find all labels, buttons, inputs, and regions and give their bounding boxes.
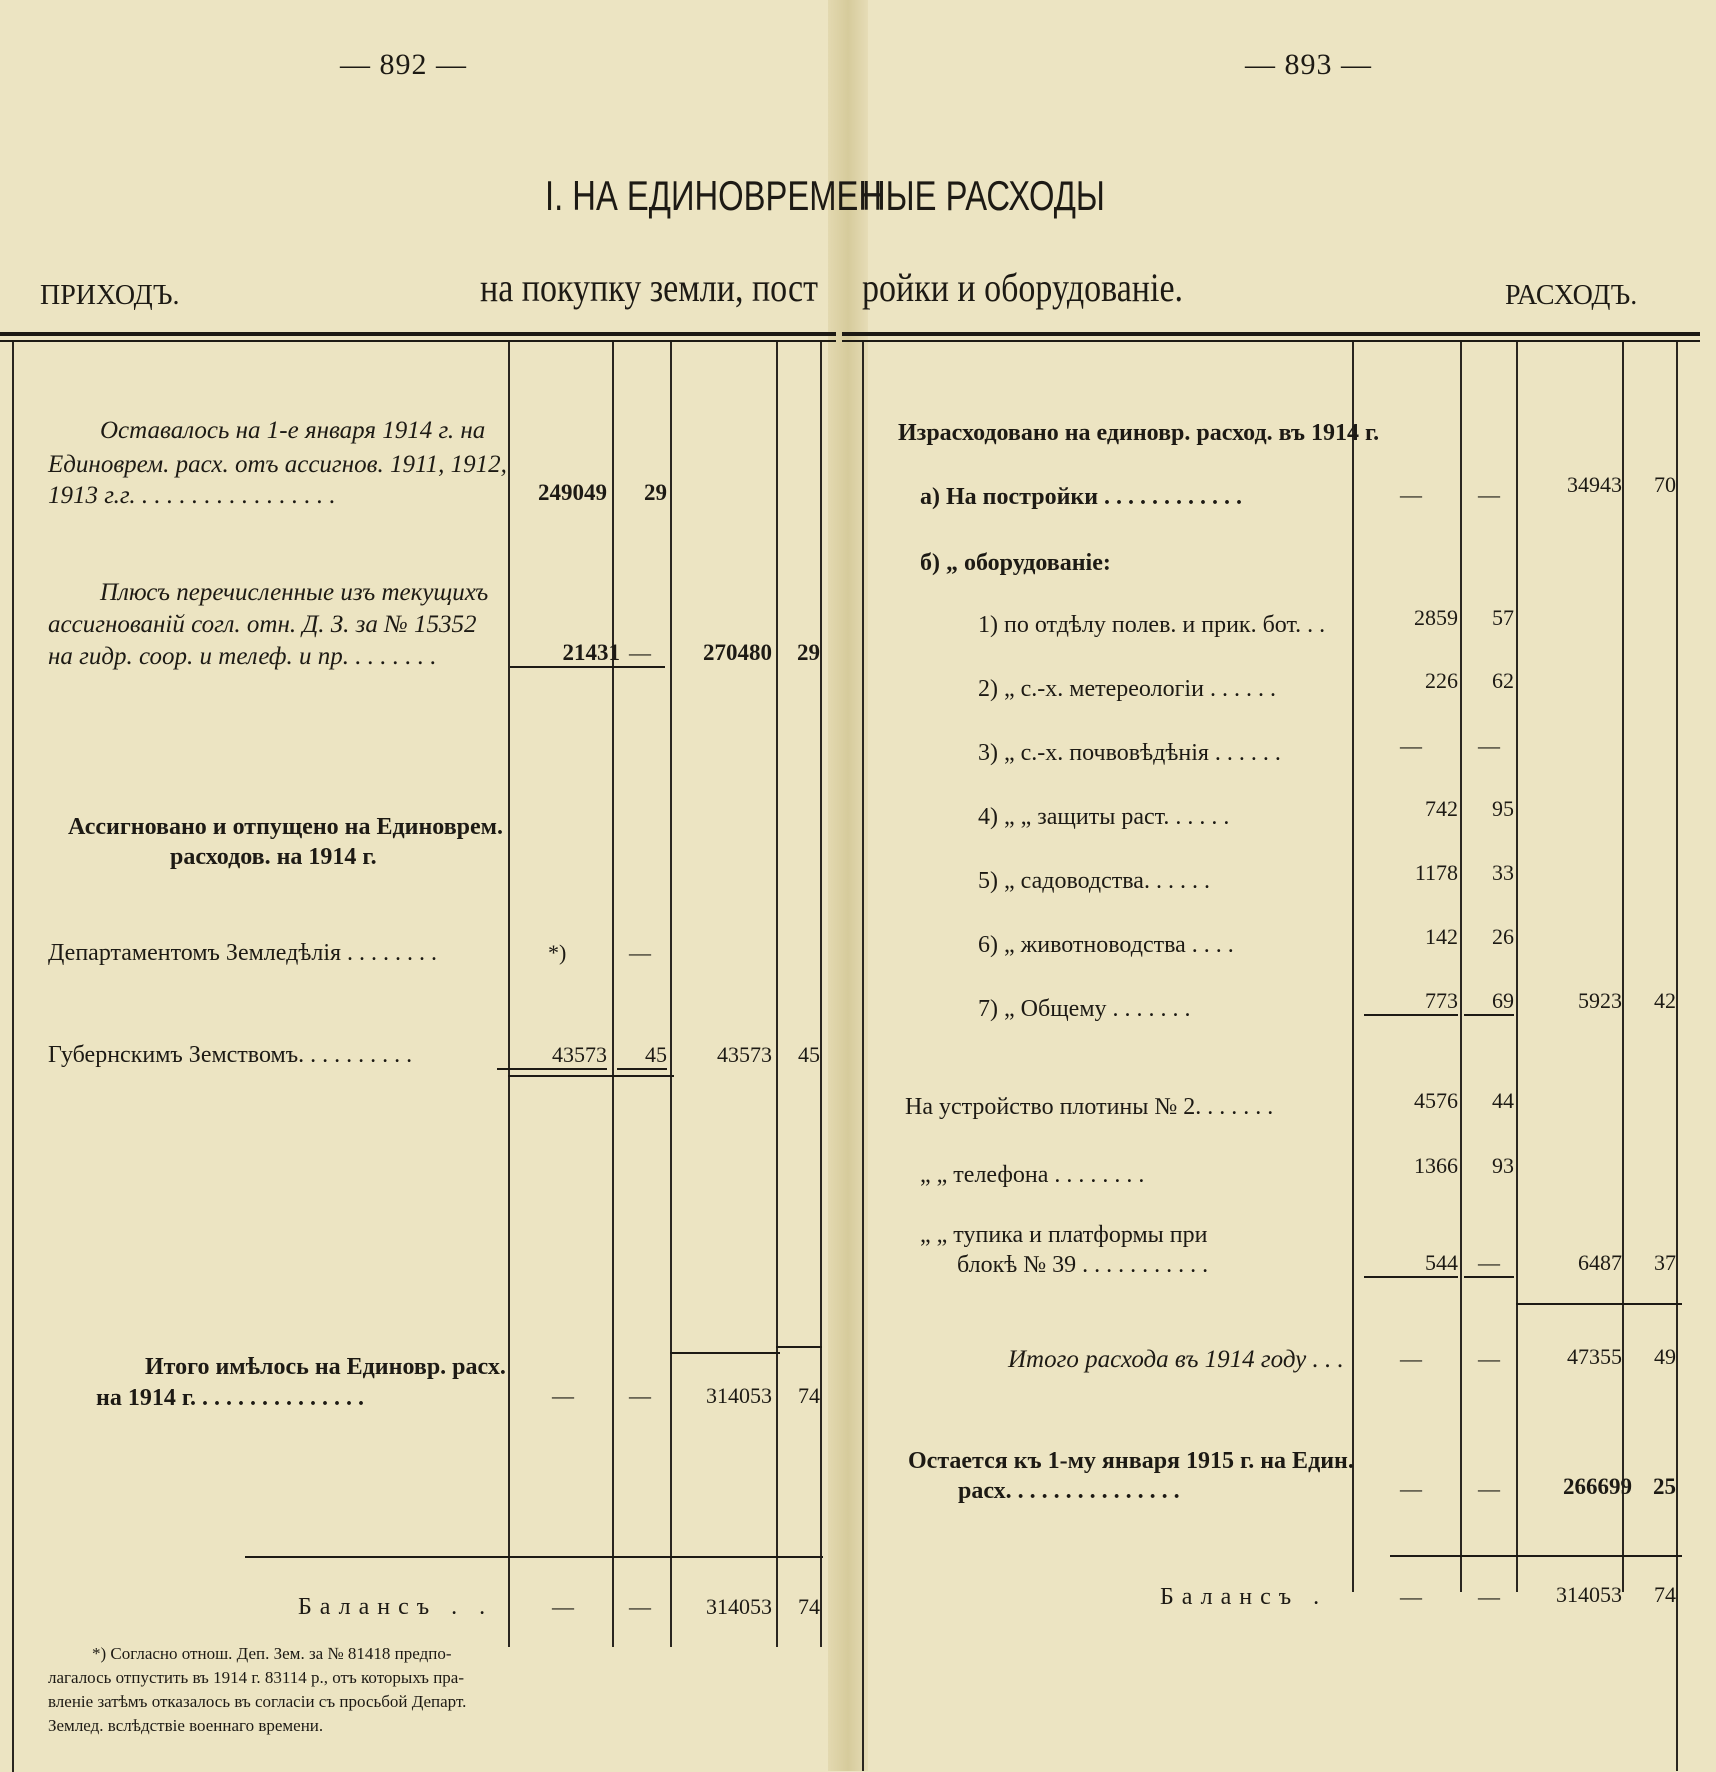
income-remainder-kopecks: 29	[644, 480, 667, 505]
income-total-line1: Итого имѣлось на Единовр. расх.	[145, 1354, 506, 1380]
footnote-line4: Землед. вслѣдствіе военнаго времени.	[48, 1716, 324, 1735]
expense-other-sum-rubles: 6487	[1578, 1250, 1622, 1275]
col-line	[1516, 342, 1518, 1592]
section-subtitle-left: на покупку земли, пост	[480, 265, 818, 310]
expense-remainder-kopecks: 25	[1653, 1474, 1676, 1499]
expense-balance-rubles: 314053	[1556, 1582, 1622, 1607]
expense-buildings-rubles: 34943	[1567, 472, 1622, 497]
expense-siding-line1: „ „ тупика и платформы при	[920, 1222, 1208, 1248]
income-total-col2: —	[629, 1383, 651, 1408]
income-balance-rubles: 314053	[706, 1594, 772, 1619]
expense-remainder-rubles: 266699	[1563, 1474, 1632, 1499]
expense-buildings-col2: —	[1478, 482, 1500, 507]
col-line	[820, 342, 822, 1647]
income-dept-kopecks: —	[629, 940, 651, 965]
income-balance-col2: —	[629, 1594, 651, 1619]
expense-equipment: б) „ оборудованіе:	[920, 550, 1111, 576]
expense-balance-kopecks: 74	[1654, 1582, 1676, 1607]
income-subtotal-kopecks: 29	[797, 640, 820, 665]
rule	[508, 1075, 674, 1077]
expense-item-6: 6) „ животноводства . . . .	[978, 932, 1234, 958]
income-plus-line2: ассигнованій согл. отн. Д. З. за № 15352	[48, 611, 477, 638]
income-remainder-line3: 1913 г.г. . . . . . . . . . . . . . . . .	[48, 482, 336, 509]
expense-item-3: 3) „ с.-х. почвовѣдѣнія . . . . . .	[978, 740, 1281, 766]
expense-dam-kopecks: 44	[1492, 1088, 1514, 1113]
page-number-left: — 892 —	[340, 48, 467, 81]
expense-item-1: 1) по отдѣлу полев. и прик. бот. . .	[978, 612, 1326, 638]
income-label: ПРИХОДЪ.	[40, 280, 180, 311]
expense-telephone-rubles: 1366	[1414, 1153, 1458, 1178]
expense-remainder-col2: —	[1478, 1476, 1500, 1501]
col-line	[862, 342, 864, 1771]
rule	[670, 1352, 780, 1354]
expense-balance-col1: —	[1400, 1584, 1422, 1609]
top-rule-left-thin	[0, 340, 836, 342]
income-zemstvo-sum-kopecks: 45	[798, 1042, 820, 1067]
income-zemstvo-kopecks: 45	[617, 1042, 667, 1070]
expense-siding-line2: блокѣ № 39 . . . . . . . . . . .	[957, 1252, 1209, 1278]
expense-item-2-rubles: 226	[1425, 668, 1458, 693]
expense-equipment-sum-rubles: 5923	[1578, 988, 1622, 1013]
section-subtitle-right: ройки и оборудованіе.	[862, 265, 1184, 310]
expense-buildings: а) На постройки . . . . . . . . . . . .	[920, 484, 1243, 510]
income-total-line2: на 1914 г. . . . . . . . . . . . . . .	[96, 1385, 365, 1411]
expense-item-7-rubles: 773	[1364, 988, 1458, 1016]
expense-item-1-rubles: 2859	[1414, 605, 1458, 630]
income-assigned-line1: Ассигновано и отпущено на Единоврем.	[68, 814, 503, 840]
col-line	[776, 342, 778, 1647]
expense-remainder-line2: расх. . . . . . . . . . . . . . .	[958, 1478, 1180, 1504]
expense-total-kopecks: 49	[1654, 1344, 1676, 1369]
income-remainder-line1: Оставалось на 1-е января 1914 г. на	[100, 417, 486, 444]
expense-dam: На устройство плотины № 2. . . . . . .	[905, 1094, 1274, 1120]
col-line	[1352, 342, 1354, 1592]
expense-item-1-kopecks: 57	[1492, 605, 1514, 630]
expense-balance-label: Балансъ .	[1160, 1584, 1328, 1610]
expense-heading: Израсходовано на единовр. расход. въ 1914 г.	[898, 420, 1380, 446]
income-total-rubles: 314053	[706, 1383, 772, 1408]
rule	[776, 1346, 822, 1348]
expense-item-4: 4) „ „ защиты раст. . . . . .	[978, 804, 1230, 830]
expense-total-rubles: 47355	[1567, 1344, 1622, 1369]
income-subtotal-rubles: 270480	[703, 640, 772, 665]
income-plus-rubles: 21431	[510, 640, 620, 668]
expense-remainder-col1: —	[1400, 1476, 1422, 1501]
expense-buildings-kopecks: 70	[1654, 472, 1676, 497]
expense-telephone-kopecks: 93	[1492, 1153, 1514, 1178]
income-total-kopecks: 74	[798, 1383, 820, 1408]
income-plus-line3: на гидр. соор. и телеф. и пр. . . . . . . .	[48, 643, 437, 670]
income-plus-kopecks: —	[615, 640, 665, 668]
income-balance-col1: —	[552, 1594, 574, 1619]
expense-item-6-kopecks: 26	[1492, 924, 1514, 949]
expense-item-3-rubles: —	[1400, 733, 1422, 758]
footnote-line1: *) Согласно отнош. Деп. Зем. за № 81418 предпо-	[92, 1644, 452, 1663]
section-title-left: I. НА ЕДИНОВРЕМЕН	[545, 172, 882, 219]
col-line	[1460, 342, 1462, 1592]
footnote-line2: лагалось отпустить въ 1914 г. 83114 р., отъ которыхъ пра-	[48, 1668, 465, 1687]
expense-item-6-rubles: 142	[1425, 924, 1458, 949]
balance-rule	[1390, 1555, 1682, 1557]
top-rule-right-thin	[842, 340, 1700, 342]
expense-other-sum-kopecks: 37	[1654, 1250, 1676, 1275]
income-assigned-line2: расходов. на 1914 г.	[170, 844, 377, 870]
expense-total-col2: —	[1478, 1346, 1500, 1371]
income-zemstvo-rubles: 43573	[497, 1042, 607, 1070]
expense-label: РАСХОДЪ.	[1505, 280, 1638, 311]
top-rule-right	[842, 332, 1700, 336]
expense-item-7-kopecks: 69	[1464, 988, 1514, 1016]
expense-item-2-kopecks: 62	[1492, 668, 1514, 693]
expense-item-2: 2) „ с.-х. метереологіи . . . . . .	[978, 676, 1276, 702]
income-balance-kopecks: 74	[798, 1594, 820, 1619]
expense-total-col1: —	[1400, 1346, 1422, 1371]
income-remainder-line2: Единоврем. расх. отъ ассигнов. 1911, 1912,	[48, 451, 507, 478]
expense-item-5-rubles: 1178	[1414, 860, 1458, 885]
page-number-right: — 893 —	[1245, 48, 1372, 81]
col-line	[12, 342, 14, 1772]
expense-total-label: Итого расхода въ 1914 году . . .	[1008, 1346, 1344, 1373]
col-line	[508, 342, 510, 1647]
income-dept-rubles: *)	[548, 940, 567, 965]
col-line	[1622, 342, 1624, 1592]
expense-balance-col2: —	[1478, 1584, 1500, 1609]
expense-item-4-kopecks: 95	[1492, 796, 1514, 821]
expense-siding-rubles: 544	[1364, 1250, 1458, 1278]
expense-telephone: „ „ телефона . . . . . . . .	[920, 1162, 1145, 1188]
expense-item-3-kopecks: —	[1478, 733, 1500, 758]
income-total-col1: —	[552, 1383, 574, 1408]
section-title-right: НЫЕ РАСХОДЫ	[862, 172, 1105, 219]
income-zemstvo-sum-rubles: 43573	[717, 1042, 772, 1067]
expense-item-5: 5) „ садоводства. . . . . .	[978, 868, 1210, 894]
expense-buildings-col1: —	[1400, 482, 1422, 507]
col-line	[612, 342, 614, 1647]
income-plus-line1: Плюсъ перечисленные изъ текущихъ	[100, 579, 489, 606]
expense-item-5-kopecks: 33	[1492, 860, 1514, 885]
expense-siding-kopecks: —	[1464, 1250, 1514, 1278]
expense-equipment-sum-kopecks: 42	[1654, 988, 1676, 1013]
expense-item-4-rubles: 742	[1425, 796, 1458, 821]
income-remainder-rubles: 249049	[538, 480, 607, 505]
footnote-line3: вленіе затѣмъ отказалось въ согласіи съ просьбой Департ.	[48, 1692, 467, 1711]
top-rule-left	[0, 332, 836, 336]
rule	[1516, 1303, 1682, 1305]
expense-dam-rubles: 4576	[1414, 1088, 1458, 1113]
income-zemstvo: Губернскимъ Земствомъ. . . . . . . . . .	[48, 1042, 413, 1068]
balance-rule	[245, 1556, 823, 1558]
expense-remainder-line1: Остается къ 1-му января 1915 г. на Един.	[908, 1448, 1354, 1474]
income-balance-label: Балансъ . .	[298, 1594, 494, 1620]
expense-item-7: 7) „ Общему . . . . . . .	[978, 996, 1191, 1022]
col-line	[670, 342, 672, 1647]
income-dept-agriculture: Департаментомъ Земледѣлія . . . . . . . .	[48, 940, 438, 966]
